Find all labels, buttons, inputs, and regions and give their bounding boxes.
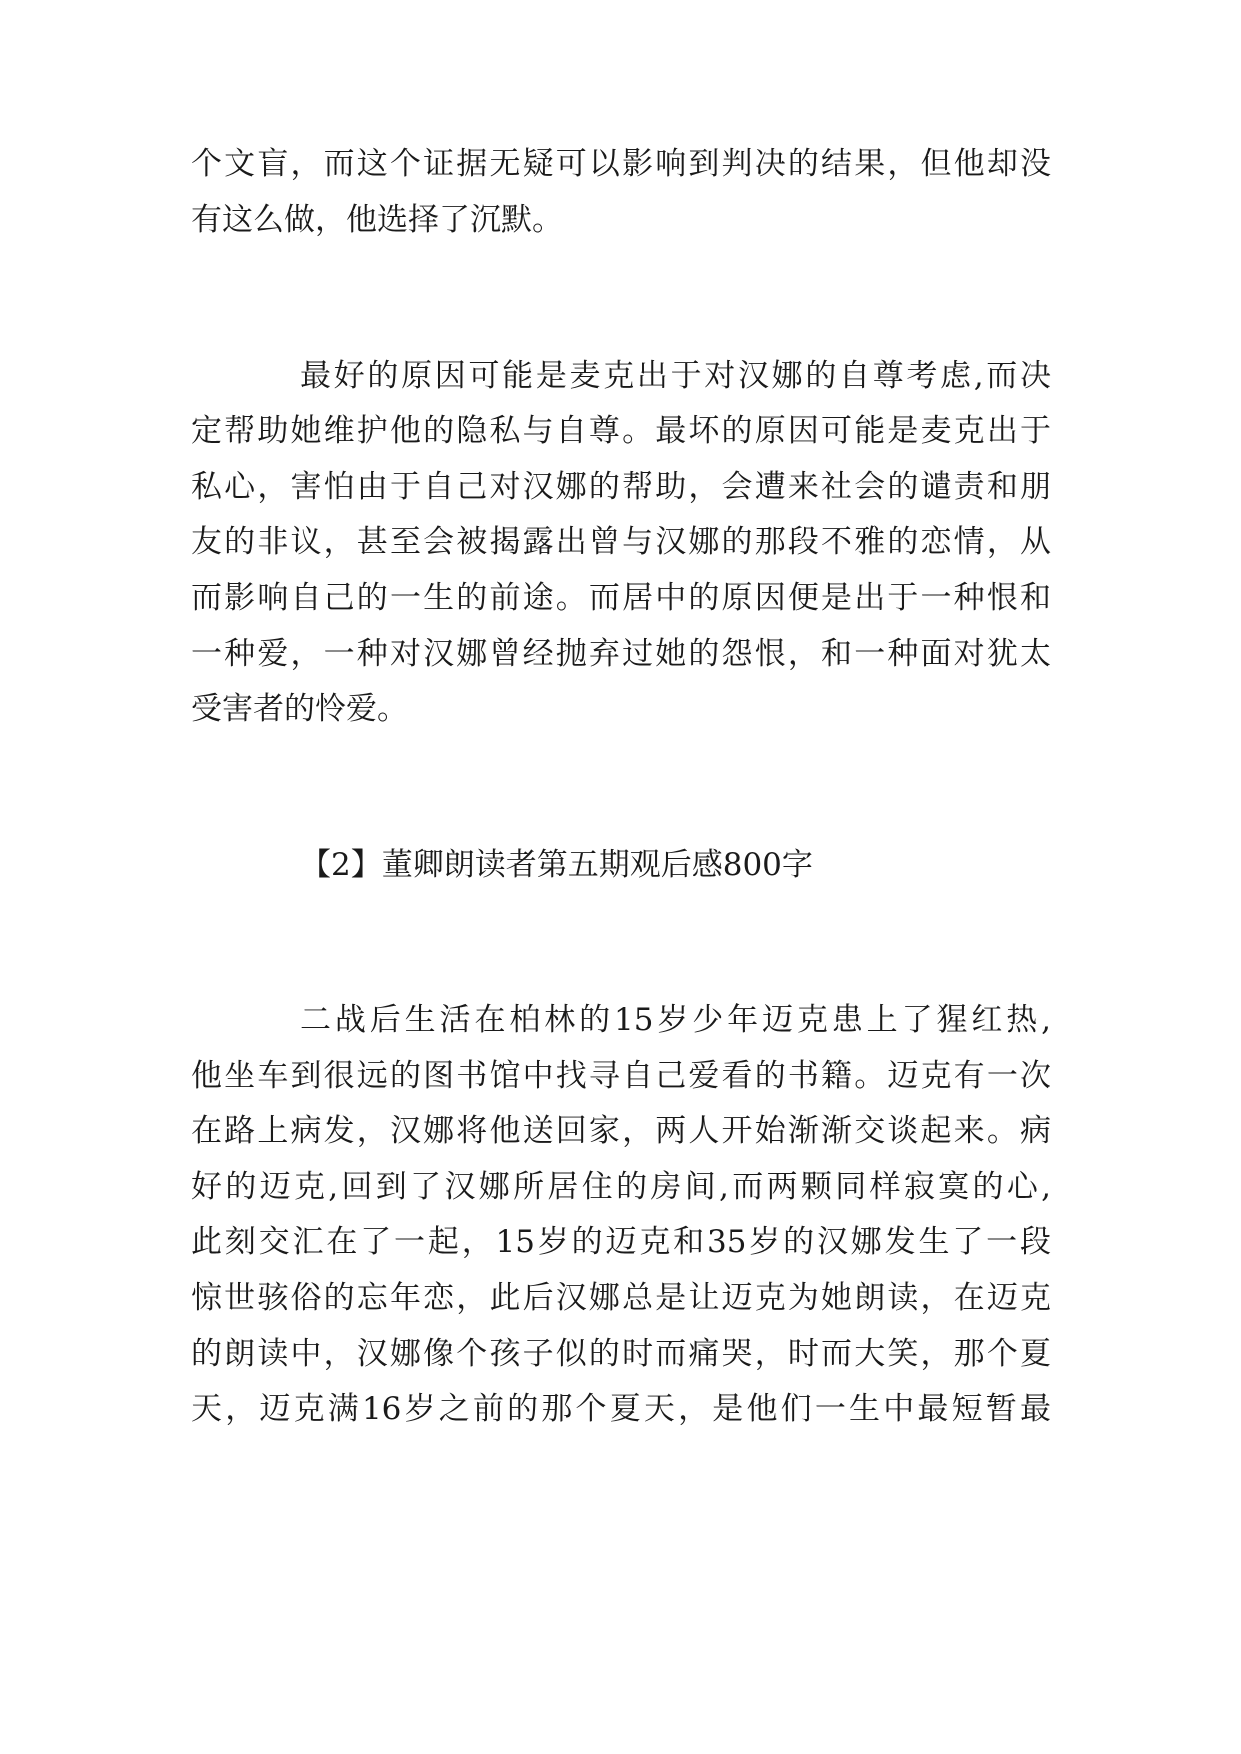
- paragraph-3-line-6: 惊世骇俗的忘年恋，此后汉娜总是让迈克为她朗读，在迈克: [191, 1280, 1051, 1316]
- paragraph-3-line-7: 的朗读中，汉娜像个孩子似的时而痛哭，时而大笑，那个夏: [191, 1336, 1051, 1372]
- paragraph-2-line-2: 定帮助她维护他的隐私与自尊。最坏的原因可能是麦克出于: [191, 413, 1051, 449]
- paragraph-1-line-2: 有这么做，他选择了沉默。: [191, 202, 563, 238]
- paragraph-3-line-8: 天，迈克满16岁之前的那个夏天，是他们一生中最短暂最: [191, 1391, 1051, 1427]
- paragraph-3-line-2: 他坐车到很远的图书馆中找寻自己爱看的书籍。迈克有一次: [191, 1058, 1051, 1094]
- paragraph-2-line-1: 最好的原因可能是麦克出于对汉娜的自尊考虑,而决: [300, 358, 1051, 394]
- paragraph-2-line-6: 一种爱，一种对汉娜曾经抛弃过她的怨恨，和一种面对犹太: [191, 636, 1051, 672]
- paragraph-2-line-4: 友的非议，甚至会被揭露出曾与汉娜的那段不雅的恋情，从: [191, 524, 1051, 560]
- paragraph-3-line-5: 此刻交汇在了一起，15岁的迈克和35岁的汉娜发生了一段: [191, 1224, 1051, 1260]
- paragraph-3-line-1: 二战后生活在柏林的15岁少年迈克患上了猩红热,: [300, 1002, 1051, 1038]
- paragraph-3-line-4: 好的迈克,回到了汉娜所居住的房间,而两颗同样寂寞的心,: [191, 1169, 1051, 1205]
- paragraph-2-line-7: 受害者的怜爱。: [191, 691, 408, 727]
- paragraph-3-line-3: 在路上病发，汉娜将他送回家，两人开始渐渐交谈起来。病: [191, 1113, 1051, 1149]
- section-heading: 【2】董卿朗读者第五期观后感800字: [300, 847, 813, 883]
- paragraph-2-line-3: 私心，害怕由于自己对汉娜的帮助，会遭来社会的谴责和朋: [191, 469, 1051, 505]
- paragraph-1-line-1: 个文盲，而这个证据无疑可以影响到判决的结果，但他却没: [191, 146, 1051, 182]
- paragraph-2-line-5: 而影响自己的一生的前途。而居中的原因便是出于一种恨和: [191, 580, 1051, 616]
